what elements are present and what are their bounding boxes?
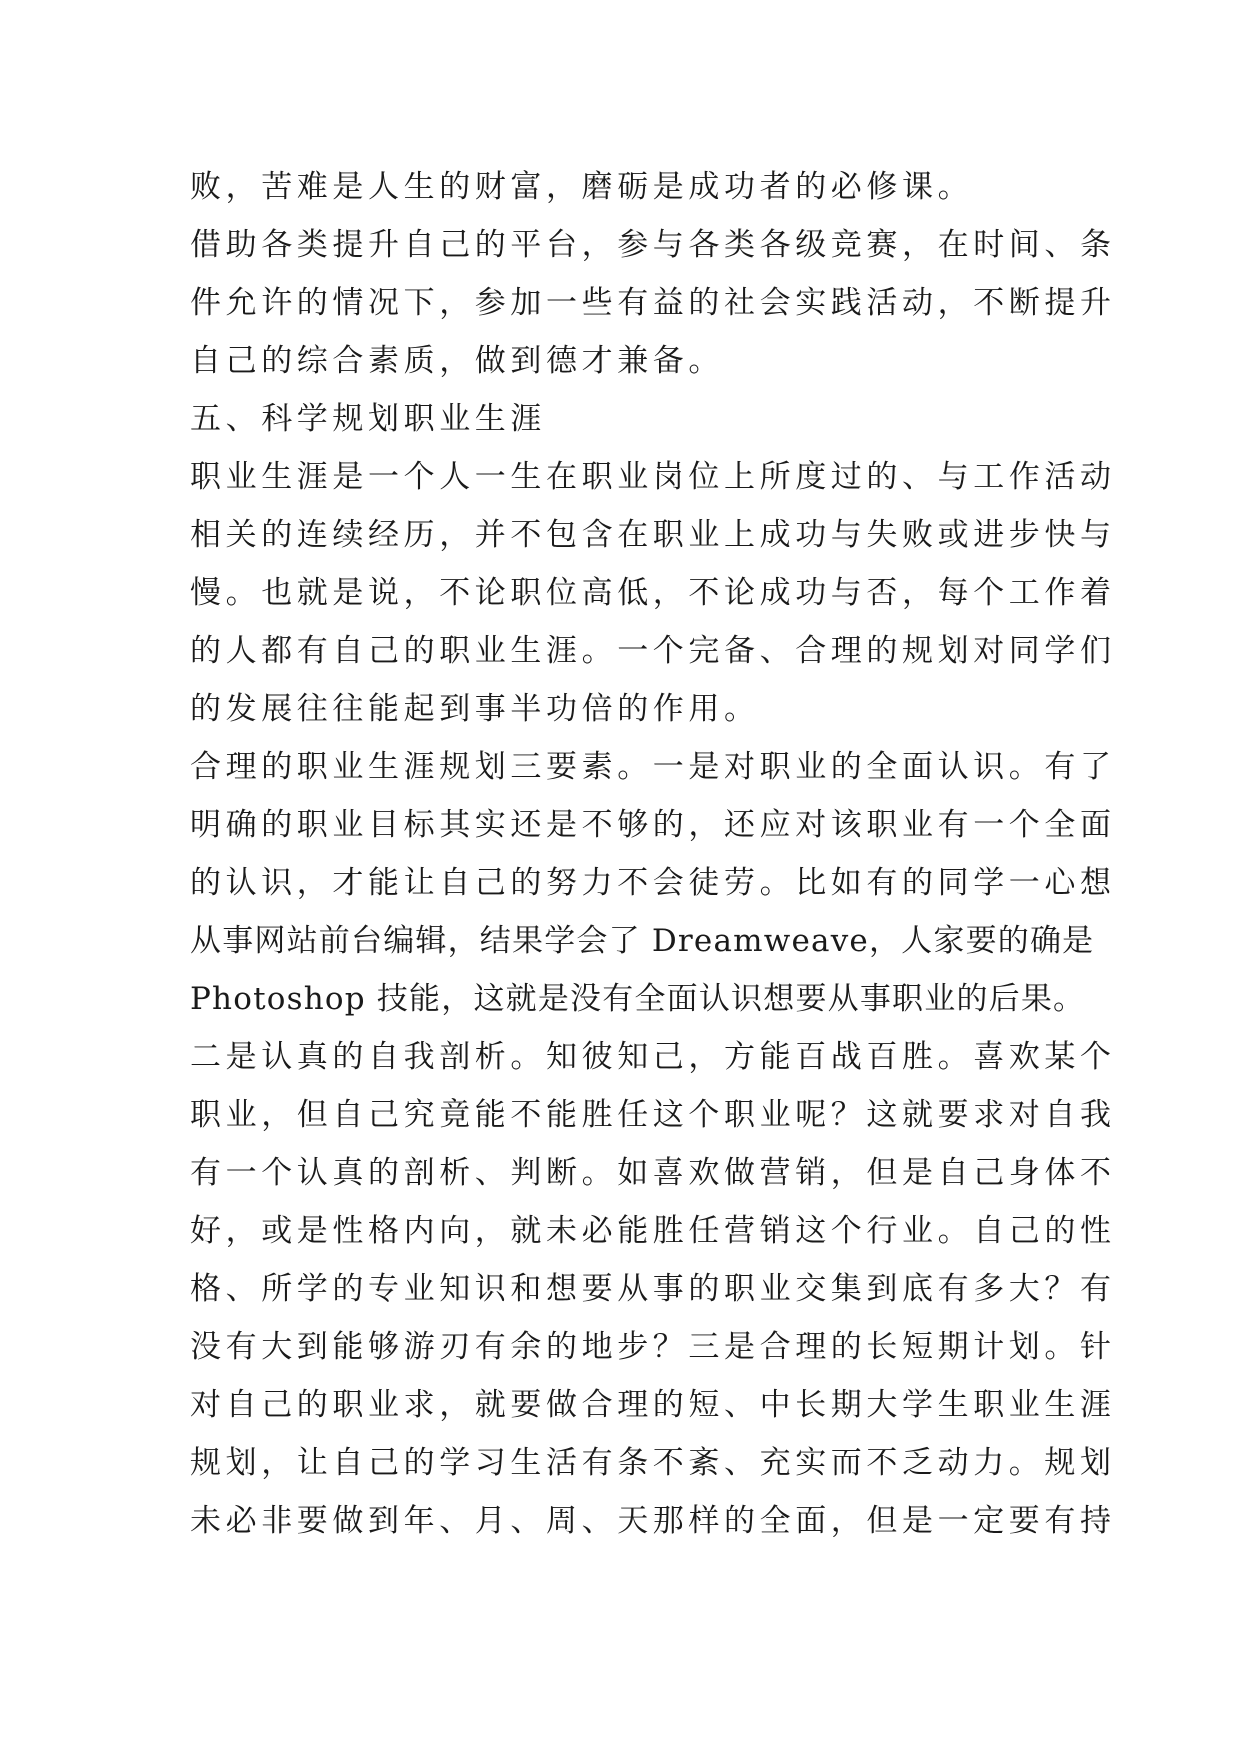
text-line: 好，或是性格内向，就未必能胜任营销这个行业。自己的性 bbox=[190, 1213, 1116, 1249]
text-line: 的人都有自己的职业生涯。一个完备、合理的规划对同学们 bbox=[190, 633, 1116, 669]
text-line: 规划，让自己的学习生活有条不紊、充实而不乏动力。规划 bbox=[190, 1445, 1116, 1481]
text-line: 明确的职业目标其实还是不够的，还应对该职业有一个全面 bbox=[190, 807, 1116, 843]
text-line: 败，苦难是人生的财富，磨砺是成功者的必修课。 bbox=[190, 169, 974, 205]
text-line: 的发展往往能起到事半功倍的作用。 bbox=[190, 691, 760, 727]
text-line: 格、所学的专业知识和想要从事的职业交集到底有多大？有 bbox=[190, 1271, 1116, 1307]
text-line: 未必非要做到年、月、周、天那样的全面，但是一定要有持 bbox=[190, 1503, 1116, 1539]
text-line: Photoshop 技能，这就是没有全面认识想要从事职业的后果。 bbox=[190, 981, 1086, 1017]
text-line: 相关的连续经历，并不包含在职业上成功与失败或进步快与 bbox=[190, 517, 1116, 553]
text-line: 从事网站前台编辑，结果学会了 Dreamweave，人家要的确是 bbox=[190, 923, 1095, 959]
text-line: 慢。也就是说，不论职位高低，不论成功与否，每个工作着 bbox=[190, 575, 1116, 611]
text-line: 没有大到能够游刃有余的地步？三是合理的长短期计划。针 bbox=[190, 1329, 1116, 1365]
text-line: 职业，但自己究竟能不能胜任这个职业呢？这就要求对自我 bbox=[190, 1097, 1116, 1133]
text-line: 二是认真的自我剖析。知彼知己，方能百战百胜。喜欢某个 bbox=[190, 1039, 1116, 1075]
text-line: 的认识，才能让自己的努力不会徒劳。比如有的同学一心想 bbox=[190, 865, 1116, 901]
text-line: 自己的综合素质，做到德才兼备。 bbox=[190, 343, 724, 379]
text-line: 合理的职业生涯规划三要素。一是对职业的全面认识。有了 bbox=[190, 749, 1116, 785]
text-line: 对自己的职业求，就要做合理的短、中长期大学生职业生涯 bbox=[190, 1387, 1116, 1423]
section-heading: 五、科学规划职业生涯 bbox=[190, 401, 546, 437]
text-line: 件允许的情况下，参加一些有益的社会实践活动，不断提升 bbox=[190, 285, 1116, 321]
text-line: 借助各类提升自己的平台，参与各类各级竞赛，在时间、条 bbox=[190, 227, 1116, 263]
text-line: 职业生涯是一个人一生在职业岗位上所度过的、与工作活动 bbox=[190, 459, 1116, 495]
body-text bbox=[190, 158, 1116, 1550]
text-line: 有一个认真的剖析、判断。如喜欢做营销，但是自己身体不 bbox=[190, 1155, 1116, 1191]
